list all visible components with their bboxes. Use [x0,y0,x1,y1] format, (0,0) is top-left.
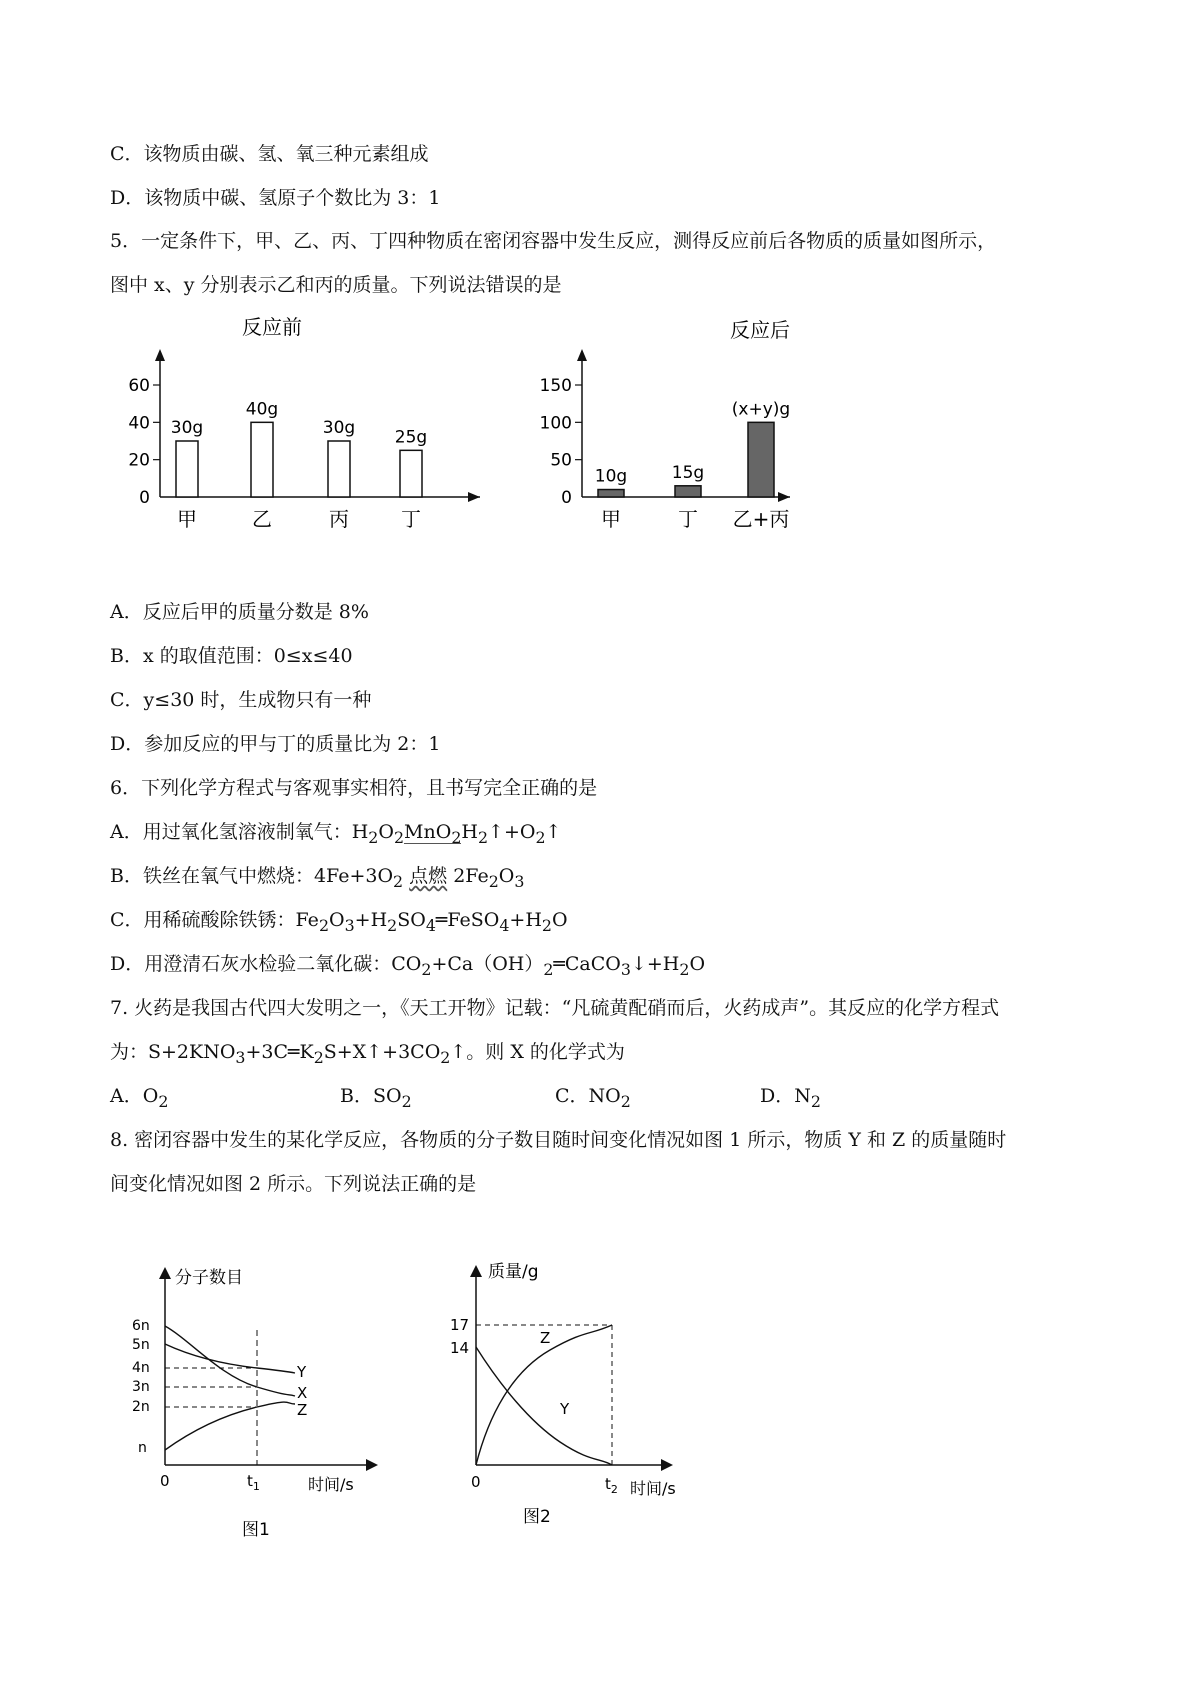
data-label: 40g [245,399,279,420]
origin-tick: 0 [160,1472,170,1490]
q5-stem-line2: 图中 x、y 分别表示乙和丙的质量。下列说法错误的是 [110,274,562,296]
chart-title: 反应前 [242,315,302,339]
origin-tick: 0 [471,1473,481,1491]
x-axis-label: 时间/s [308,1475,354,1494]
y-tick-label: 100 [539,413,572,434]
y-axis-arrow [577,349,587,361]
curve-x [165,1326,295,1396]
x-axis-label: 时间/s [630,1479,676,1498]
y-tick-label: 0 [139,488,150,508]
x-tick-t1: $t_1$ [247,1472,260,1493]
q6-option-b: B．铁丝在氧气中燃烧：$4Fe+3O_2$ 点燃 $2Fe_2O_3$ [110,865,525,891]
x-axis-arrow [468,492,480,502]
y-tick-label: 50 [550,450,572,471]
series-label-x: X [297,1384,308,1402]
chart-before-reaction [120,310,540,550]
y-tick-label: 60 [128,376,150,396]
y-tick-3n: 3n [132,1379,150,1395]
category-label: 乙+丙 [732,507,790,531]
y-tick-label: 150 [539,376,572,396]
q6-option-c: C．用稀硫酸除铁锈：$Fe_2O_3+H_2SO_4═FeSO_4+H_2O$ [110,909,568,935]
q4-option-c: C．该物质由碳、氢、氧三种元素组成 [110,143,429,165]
y-axis-label: 质量/g [488,1262,539,1282]
q6-option-a: A．用过氧化氢溶液制氧气：$H_2O_2MnO_2H_2↑+O_2↑$ [110,821,562,847]
y-axis-label: 分子数目 [175,1268,243,1288]
q8-stem-line2: 间变化情况如图 2 所示。下列说法正确的是 [110,1173,477,1195]
figure-caption: 图1 [242,1520,270,1540]
data-label: 15g [671,462,705,483]
x-axis-arrow [778,492,790,502]
data-label: (x+y)g [731,399,791,420]
q5-stem-line1: 5．一定条件下，甲、乙、丙、丁四种物质在密闭容器中发生反应，测得反应前后各物质的质量如图所示， [110,230,997,252]
data-label: 10g [594,466,628,487]
category-label: 乙 [252,507,272,531]
figure-caption: 图2 [523,1507,551,1527]
q7-stem-line1: 7. 火药是我国古代四大发明之一，《天工开物》记载：“凡硫黄配硝而后，火药成声”。其反应的化学方程式 [110,997,1000,1019]
bar [748,422,774,497]
q7-option-d: D．$N_2$ [760,1085,821,1111]
figure-1-molecule-count [132,1250,380,1550]
category-label: 甲 [177,507,197,531]
q4-option-d: D．该物质中碳、氢原子个数比为 3：1 [110,187,441,209]
data-label: 30g [322,418,356,438]
bar [675,486,701,497]
bar [400,450,422,497]
series-label-y: Y [560,1400,570,1418]
q8-stem-line1: 8. 密闭容器中发生的某化学反应，各物质的分子数目随时间变化情况如图 1 所示，物质 Y 和 Z 的质量随时 [110,1129,1007,1151]
bar [598,490,624,497]
y-tick-label: 40 [128,413,150,434]
y-tick-5n: 5n [132,1337,150,1353]
q7-option-b: B．$SO_2$ [340,1085,412,1111]
q7-stem-line2: 为：$S+2KNO_3+3C═K_2S+X↑+3CO_2↑$。则 X 的化学式为 [110,1041,625,1067]
series-label-z: Z [540,1329,551,1347]
y-tick-6n: 6n [132,1318,150,1334]
category-label: 丙 [329,507,349,531]
x-tick-t2: $t_2$ [605,1475,618,1496]
q6-stem: 6．下列化学方程式与客观事实相符，且书写完全正确的是 [110,777,598,799]
q7-option-c: C．$NO_2$ [555,1085,631,1111]
chart-title: 反应后 [730,318,790,342]
curve-y [476,1347,612,1465]
chart-after-reaction [540,310,880,550]
bar [328,441,350,497]
series-label-z: Z [297,1401,308,1419]
category-label: 甲 [601,507,621,531]
q5-option-d: D．参加反应的甲与丁的质量比为 2：1 [110,733,441,755]
q5-option-b: B．x 的取值范围：0≤x≤40 [110,645,353,667]
bar [251,422,273,497]
category-label: 丁 [678,507,698,531]
y-axis-arrow [155,349,165,361]
figure-2-mass [440,1250,700,1550]
y-tick-label: 0 [561,488,572,508]
bar [176,441,198,497]
y-tick-label: 20 [128,450,150,471]
curve-y [165,1344,295,1373]
q7-option-a: A．$O_2$ [110,1085,169,1111]
q5-option-c: C．y≤30 时，生成物只有一种 [110,689,372,711]
y-tick-2n: 2n [132,1399,150,1415]
data-label: 25g [394,427,428,448]
series-label-y: Y [297,1363,307,1381]
q5-option-a: A．反应后甲的质量分数是 8% [110,601,369,623]
category-label: 丁 [401,507,421,531]
y-tick-14: 14 [450,1339,470,1357]
y-tick-17: 17 [450,1316,470,1334]
y-tick-n: n [138,1440,147,1456]
y-tick-4n: 4n [132,1360,150,1376]
q6-option-d: D．用澄清石灰水检验二氧化碳：$CO_2+Ca(OH)_2═CaCO_3↓+H_2O$ [110,953,706,979]
data-label: 30g [170,418,204,438]
curve-z [165,1402,295,1450]
